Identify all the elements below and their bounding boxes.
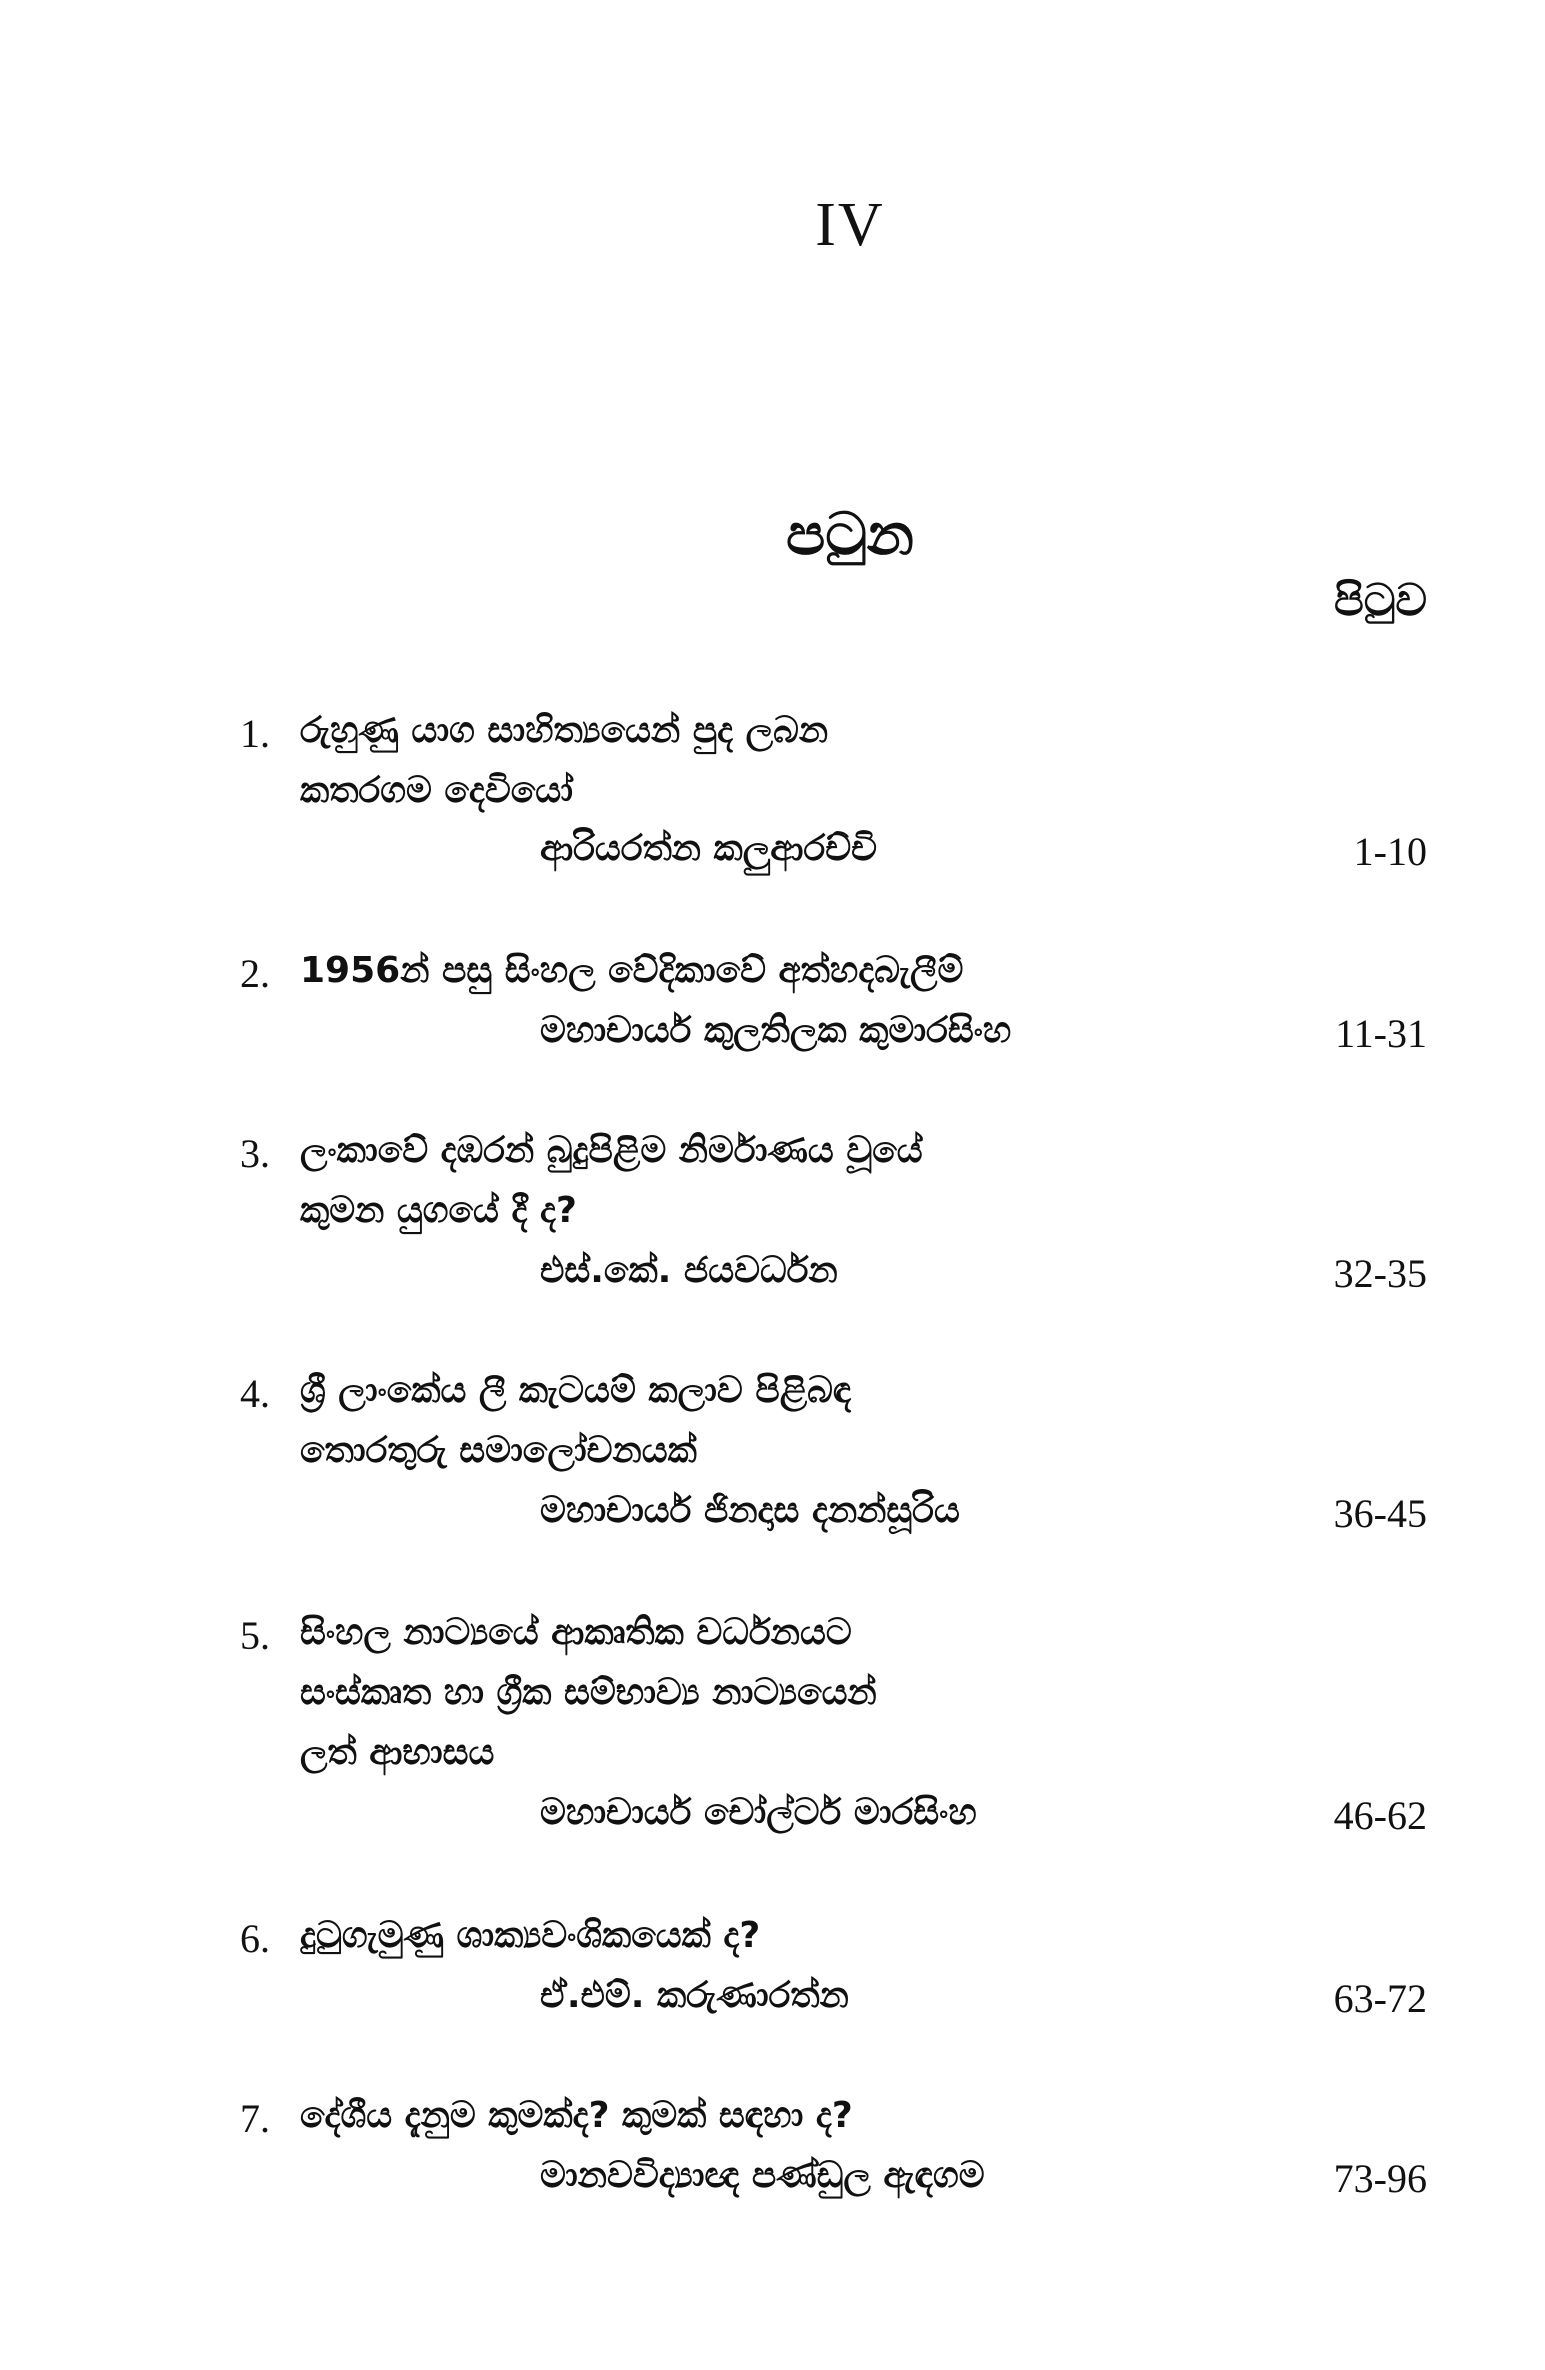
entry-author: මානවවිද්‍යාඥ පණ්ඩුල ඇඳගම	[540, 2155, 985, 2196]
entry-title-line: දුටුගැමුණු ශාක්‍යවංශිකයෙක් ද?	[300, 1915, 761, 1956]
entry-title-line: කතරගම දෙවියෝ	[300, 770, 573, 811]
entry-number: 1.	[240, 711, 270, 756]
entry-number: 2.	[240, 951, 270, 996]
entry-pages: 32-35	[1333, 1251, 1427, 1296]
entry-title-line: ලත් ආභාසය	[300, 1732, 495, 1773]
entry-title-line: සංස්කෘත හා ග්‍රීක සම්භාව්‍ය නාට්‍යයෙන්	[300, 1672, 877, 1713]
entry-number: 4.	[240, 1371, 270, 1416]
entry-author: මහාචාර්ය ජිනදාස දනන්සූරිය	[540, 1490, 960, 1531]
entry-title-line: රුහුණු යාග සාහිත්‍යයෙන් පුද ලබන	[300, 710, 829, 751]
entry-number: 3.	[240, 1131, 270, 1176]
entry-author: ඒ.එම්. කරුණාරත්න	[540, 1975, 849, 2016]
entry-title-line: ලංකාවේ දඹරන් බුදුපිළිම නිර්මාණය වූයේ	[300, 1130, 923, 1171]
entry-title-line: කුමන යුගයේ දී ද?	[300, 1190, 577, 1231]
entry-pages: 73-96	[1333, 2156, 1427, 2201]
entry-number: 5.	[240, 1613, 270, 1658]
roman-page-number: IV	[815, 191, 885, 259]
entry-title-line: සිංහල නාට්‍යයේ ආකෘතික වර්ධනයට	[300, 1612, 852, 1653]
entry-pages: 63-72	[1333, 1976, 1427, 2021]
entry-author: මහාචාර්ය කුලතිලක කුමාරසිංහ	[540, 1010, 1012, 1051]
entry-title-line: 1956න් පසු සිංහල වේදිකාවේ අත්හදබැලීම්	[300, 950, 964, 991]
entry-pages: 36-45	[1333, 1491, 1427, 1536]
entry-author: එස්.කේ. ජයවර්ධන	[540, 1250, 838, 1291]
page-column-header: පිටුව	[1333, 575, 1427, 626]
entry-pages: 1-10	[1353, 829, 1427, 874]
entry-title-line: දේශීය දැනුම කුමක්ද? කුමක් සඳහා ද?	[300, 2095, 853, 2136]
entry-title-line: ශ්‍රී ලාංකේය ලී කැටයම් කලාව පිළිබඳ	[300, 1370, 852, 1411]
entry-number: 7.	[240, 2096, 270, 2141]
entry-number: 6.	[240, 1916, 270, 1961]
entry-pages: 11-31	[1335, 1011, 1427, 1056]
entry-author: මහාචාර්ය චෝල්ටර් මාරසිංහ	[540, 1792, 977, 1833]
entry-pages: 46-62	[1333, 1793, 1427, 1838]
entry-title-line: තොරතුරු සමාලෝචනයක්	[300, 1430, 697, 1471]
entry-author: ආරියරත්න කලුආරච්චි	[540, 828, 877, 869]
contents-title: පටුන	[785, 500, 915, 568]
